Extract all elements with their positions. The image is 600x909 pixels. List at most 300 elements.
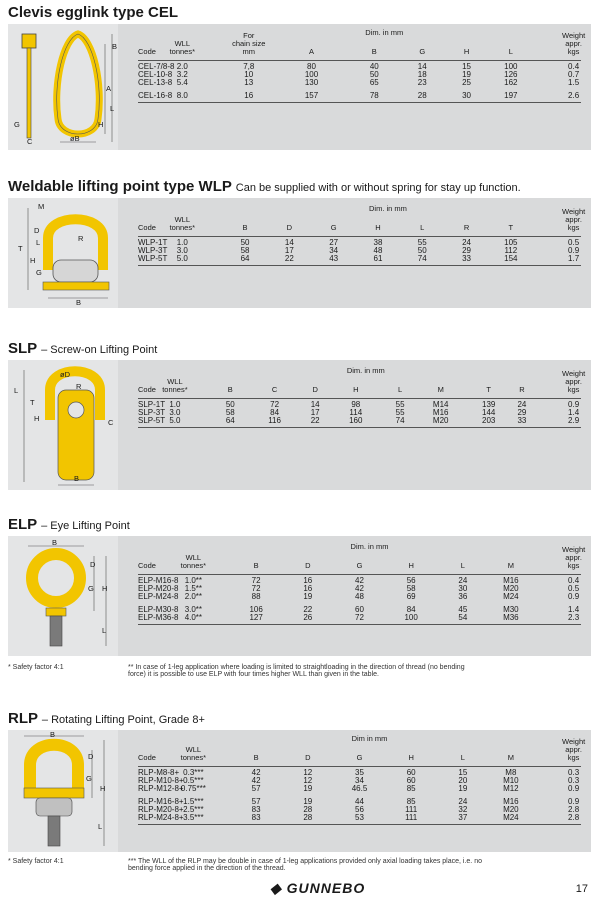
column-header: G [356, 561, 363, 570]
column-header: M [507, 561, 514, 570]
table-cell: 100 [404, 613, 418, 622]
wlp-header-rule [138, 236, 581, 237]
table-cell: RLP-M16-8+ [138, 797, 184, 806]
table-cell: 16 [303, 576, 313, 585]
table-row [138, 592, 581, 601]
table-cell: M24 [503, 813, 519, 822]
column-header: M [507, 753, 514, 762]
slp-dim-caption: Dim. in mm [346, 366, 385, 375]
table-cell: 69 [406, 592, 416, 601]
table-cell: ELP-M30-8 [138, 605, 179, 614]
table-cell: 50 [225, 400, 235, 409]
table-cell: 55 [417, 238, 427, 247]
table-cell: M16 [432, 408, 449, 417]
table-cell: 26 [303, 613, 313, 622]
elp-dim-l: L [102, 626, 107, 635]
slp-title: SLP – Screw-on Lifting Point [8, 340, 158, 357]
column-header: A [308, 47, 314, 56]
table-row [138, 613, 581, 622]
column-header: B [253, 561, 259, 570]
cel-title: Clevis egglink type CEL [8, 4, 179, 21]
table-cell: CEL-13-8 [138, 78, 173, 87]
table-cell: 16 [244, 91, 254, 100]
table-cell: 5.0 [169, 416, 181, 425]
column-header: H [408, 561, 414, 570]
table-cell: 60 [406, 768, 416, 777]
table-cell: 14 [310, 400, 320, 409]
table-cell: M20 [432, 416, 449, 425]
table-cell: 203 [482, 416, 496, 425]
wlp-dim-m: M [38, 202, 45, 211]
table-cell: 50 [369, 70, 379, 79]
table-cell: 24 [458, 576, 468, 585]
column-header: Weight appr. kgs [562, 207, 586, 232]
table-cell: 2.8 [568, 813, 580, 822]
column-header: L [398, 385, 403, 394]
slp-panel [8, 360, 591, 490]
table-cell: 112 [504, 246, 518, 255]
table-cell: 57 [251, 784, 261, 793]
table-cell: 56 [355, 805, 364, 814]
table-cell: M16 [503, 576, 519, 585]
table-cell: 0.9 [568, 400, 580, 409]
table-cell: 35 [355, 768, 364, 777]
column-header: C [271, 385, 278, 394]
column-header: B [253, 753, 259, 762]
table-cell: 157 [304, 91, 319, 100]
cel-panel [8, 24, 591, 150]
wlp-dim-h: H [30, 256, 36, 265]
slp-dim-od: øD [60, 370, 70, 379]
table-cell: 116 [268, 416, 281, 425]
cel-dim-caption: Dim. in mm [365, 28, 404, 37]
table-cell: 154 [504, 254, 518, 263]
table-cell: 46.5 [351, 784, 368, 793]
column-header: B [242, 223, 248, 232]
table-cell: 80 [307, 62, 316, 71]
table-cell: 3.0 [169, 408, 181, 417]
column-header: Code [138, 47, 156, 56]
table-cell: 27 [329, 238, 339, 247]
table-cell: 83 [251, 805, 261, 814]
table-cell: M10 [503, 776, 519, 785]
column-header: Weight appr. kgs [562, 545, 586, 570]
table-cell: 48 [373, 246, 383, 255]
table-cell: 64 [225, 416, 235, 425]
column-header: G [330, 223, 337, 232]
rlp-safety-note: * Safety factor 4:1 [8, 858, 64, 865]
table-cell: 3.2 [176, 70, 188, 79]
table-cell: 45 [458, 605, 468, 614]
table-cell: 29 [462, 246, 471, 255]
rlp-dim-caption: Dim in mm [351, 734, 388, 743]
table-cell: 0.3 [568, 768, 580, 777]
table-cell: 36 [458, 592, 468, 601]
table-cell: 4.0** [184, 613, 203, 622]
table-cell: 57 [251, 797, 261, 806]
column-header: H [463, 47, 470, 56]
column-header: D [305, 753, 311, 762]
elp-footnote: ** In case of 1-leg application where loading is limited to straightloading in the direction of thread (no bending force) it is possible to use ELP with four times higher WLL than given in the table. [128, 664, 465, 678]
wlp-diagram [8, 198, 118, 308]
cel-dim-a: A [106, 84, 112, 93]
elp-header-rule [138, 574, 581, 575]
column-header: For chain size mm [232, 31, 266, 56]
table-cell: 13 [244, 78, 254, 87]
table-cell: 34 [329, 246, 339, 255]
table-cell: 0.3 [568, 776, 580, 785]
table-cell: 56 [406, 576, 416, 585]
table-cell: M20 [503, 584, 519, 593]
table-cell: 0.5 [568, 584, 580, 593]
table-cell: 43 [329, 254, 339, 263]
table-cell: 0.5*** [183, 776, 204, 785]
rlp-dim-b: B [50, 730, 56, 739]
elp-diagram [8, 536, 118, 656]
table-cell: 22 [310, 416, 320, 425]
rlp-dim-g: G [86, 774, 92, 783]
column-header: D [305, 561, 311, 570]
table-cell: 34 [355, 776, 364, 785]
table-cell: 28 [303, 805, 313, 814]
table-cell: 64 [240, 254, 250, 263]
cel-dim-l: L [110, 104, 115, 113]
table-cell: 8.0 [176, 91, 188, 100]
table-cell: 1.7 [568, 254, 580, 263]
table-cell: 78 [369, 91, 379, 100]
table-cell: RLP-M24-8+ [138, 813, 184, 822]
elp-safety-note: * Safety factor 4:1 [8, 664, 64, 671]
table-cell: 3.0** [184, 605, 203, 614]
table-cell: 84 [270, 408, 280, 417]
table-cell: 37 [458, 813, 468, 822]
table-cell: 17 [310, 408, 320, 417]
table-cell: 48 [355, 592, 364, 601]
slp-header-rule [138, 398, 581, 399]
table-cell: M36 [503, 613, 519, 622]
table-cell: M14 [432, 400, 449, 409]
table-cell: 83 [251, 813, 261, 822]
elp-panel [8, 536, 591, 656]
table-cell: M24 [503, 592, 519, 601]
table-cell: 58 [240, 246, 250, 255]
table-cell: 33 [462, 254, 471, 263]
table-cell: 30 [462, 91, 471, 100]
column-header: Weight appr. kgs [562, 369, 586, 394]
table-cell: 58 [406, 584, 416, 593]
table-cell: 100 [304, 70, 319, 79]
table-cell: 30 [458, 584, 468, 593]
table-cell: M30 [503, 605, 519, 614]
table-cell: 126 [504, 70, 518, 79]
table-cell: SLP-3T [138, 408, 166, 417]
slp-dim-r: R [76, 382, 82, 391]
table-cell: 42 [355, 576, 364, 585]
column-header: D [286, 223, 293, 232]
table-cell: 24 [462, 238, 471, 247]
table-cell: 5.4 [176, 78, 188, 87]
table-cell: 50 [240, 238, 250, 247]
table-cell: 85 [406, 784, 416, 793]
table-cell: 0.3*** [183, 768, 204, 777]
table-cell: 72 [355, 613, 364, 622]
table-cell: 114 [349, 408, 363, 417]
cel-diagram [8, 24, 118, 150]
table-row [138, 416, 581, 425]
table-cell: 10 [244, 70, 254, 79]
table-cell: M12 [503, 784, 519, 793]
slp-dim-t: T [30, 398, 35, 407]
table-cell: 12 [303, 776, 313, 785]
table-cell: 111 [405, 813, 418, 822]
elp-dim-d: D [90, 560, 96, 569]
column-header: T [508, 223, 514, 232]
table-cell: 15 [458, 768, 468, 777]
table-cell: 14 [284, 238, 294, 247]
table-cell: 15 [462, 62, 471, 71]
table-cell: RLP-M10-8+ [138, 776, 184, 785]
table-cell: 1.0** [184, 576, 203, 585]
table-cell: 2.0** [184, 592, 203, 601]
table-cell: 0.9 [568, 784, 580, 793]
cel-dim-h: H [98, 120, 104, 129]
column-header: G [356, 753, 363, 762]
table-cell: 1.4 [568, 605, 580, 614]
table-cell: 32 [458, 805, 468, 814]
table-cell: 0.75*** [180, 784, 206, 793]
page-number: 17 [575, 883, 588, 895]
table-cell: 42 [251, 768, 261, 777]
column-header: Code [138, 753, 156, 762]
table-cell: SLP-1T [138, 400, 166, 409]
column-header: H [353, 385, 359, 394]
table-cell: 130 [304, 78, 319, 87]
table-cell: 33 [517, 416, 527, 425]
table-cell: 28 [303, 813, 313, 822]
table-cell: 0.9 [568, 592, 580, 601]
table-cell: 1.0 [176, 238, 188, 247]
slp-diagram [8, 360, 118, 490]
table-cell: 60 [406, 776, 416, 785]
table-cell: CEL-10-8 [138, 70, 173, 79]
column-header: B [371, 47, 377, 56]
table-cell: 23 [417, 78, 427, 87]
column-header: D [312, 385, 318, 394]
slp-dim-c: C [108, 418, 114, 427]
column-header: WLL tonnes* [180, 745, 207, 762]
table-cell: 0.9 [568, 797, 580, 806]
slp-dim-l: L [14, 386, 19, 395]
table-cell: 100 [504, 62, 518, 71]
wlp-dim-g: G [36, 268, 42, 277]
table-cell: RLP-M20-8+ [138, 805, 184, 814]
rlp-diagram [8, 730, 118, 852]
elp-bottom-rule [138, 624, 581, 625]
table-cell: WLP-5T [138, 254, 168, 263]
table-cell: 14 [417, 62, 427, 71]
table-cell: SLP-5T [138, 416, 166, 425]
cel-table [138, 28, 586, 148]
table-cell: M16 [503, 797, 519, 806]
table-cell: 12 [303, 768, 313, 777]
cel-dim-b: B [112, 42, 118, 51]
table-cell: 1.5*** [183, 797, 204, 806]
table-cell: 24 [517, 400, 527, 409]
table-cell: 144 [482, 408, 496, 417]
table-cell: 18 [417, 70, 427, 79]
column-header: L [508, 47, 513, 56]
table-cell: 105 [504, 238, 518, 247]
table-cell: 72 [251, 576, 261, 585]
column-header: R [463, 223, 470, 232]
cel-dim-c: C [27, 137, 33, 146]
table-row [138, 784, 581, 793]
table-cell: 106 [249, 605, 263, 614]
table-cell: 19 [458, 784, 468, 793]
table-cell: 2.9 [568, 416, 580, 425]
elp-table [138, 542, 586, 652]
table-cell: RLP-M8-8+ [138, 768, 180, 777]
slp-dim-b: B [74, 474, 80, 483]
cel-header-rule [138, 60, 581, 61]
table-cell: 61 [373, 254, 383, 263]
wlp-dim-b: B [76, 298, 82, 307]
column-header: L [460, 753, 465, 762]
table-cell: 1.4 [568, 408, 580, 417]
column-header: M [437, 385, 444, 394]
slp-bottom-rule [138, 427, 581, 428]
column-header: H [408, 753, 414, 762]
wlp-dim-t: T [18, 244, 23, 253]
table-cell: 2.6 [568, 91, 580, 100]
column-header: WLL tonnes* [180, 553, 207, 570]
rlp-header-rule [138, 766, 581, 767]
table-cell: 38 [373, 238, 383, 247]
table-cell: 17 [284, 246, 294, 255]
table-cell: 1.5** [184, 584, 203, 593]
rlp-footnote: *** The WLL of the RLP may be double in case of 1-leg applications provided only axial loading takes place, i.e. no bending force applied in the direction of the thread. [128, 858, 482, 872]
slp-dim-h: H [34, 414, 40, 423]
table-cell: 24 [458, 797, 468, 806]
table-cell: CEL-7/8-8 [138, 62, 175, 71]
column-header: R [519, 385, 525, 394]
table-cell: 5.0 [176, 254, 188, 263]
table-cell: 42 [355, 584, 364, 593]
table-cell: WLP-3T [138, 246, 168, 255]
table-cell: 65 [369, 78, 379, 87]
column-header: H [375, 223, 381, 232]
column-header: Code [138, 561, 156, 570]
table-cell: RLP-M12-8+ [138, 784, 184, 793]
table-cell: 0.5 [568, 238, 580, 247]
table-cell: ELP-M20-8 [138, 584, 179, 593]
table-cell: 54 [458, 613, 468, 622]
wlp-table [138, 204, 586, 304]
rlp-dim-h: H [100, 784, 106, 793]
rlp-dim-l: L [98, 822, 103, 831]
table-cell: 22 [303, 605, 313, 614]
wlp-title: Weldable lifting point type WLP Can be supplied with or without spring for stay up function. [8, 178, 521, 195]
column-header: WLL tonnes* [169, 215, 196, 232]
table-cell: WLP-1T [138, 238, 168, 247]
wlp-bottom-rule [138, 265, 581, 266]
table-cell: 160 [349, 416, 363, 425]
table-cell: 55 [395, 400, 405, 409]
table-cell: 72 [270, 400, 280, 409]
table-row [138, 813, 581, 822]
table-cell: 2.5*** [183, 805, 204, 814]
table-cell: 16 [303, 584, 313, 593]
table-cell: 3.0 [176, 246, 188, 255]
table-cell: 44 [355, 797, 364, 806]
table-cell: 85 [406, 797, 416, 806]
cel-bottom-rule [138, 102, 581, 103]
elp-title: ELP – Eye Lifting Point [8, 516, 130, 533]
table-cell: 42 [251, 776, 261, 785]
rlp-dim-d: D [88, 752, 94, 761]
table-cell: 22 [284, 254, 294, 263]
table-cell: 72 [251, 584, 261, 593]
table-cell: M20 [503, 805, 519, 814]
table-cell: 25 [462, 78, 471, 87]
rlp-panel [8, 730, 591, 852]
wlp-panel [8, 198, 591, 308]
elp-dim-g: G [88, 584, 94, 593]
table-cell: 0.9 [568, 246, 580, 255]
table-cell: ELP-M36-8 [138, 613, 179, 622]
table-cell: 2.3 [568, 613, 580, 622]
table-cell: 88 [251, 592, 261, 601]
table-cell: 19 [303, 592, 313, 601]
table-cell: 2.0 [176, 62, 188, 71]
table-cell: 98 [351, 400, 361, 409]
table-cell: 19 [462, 70, 471, 79]
slp-table [138, 366, 586, 486]
column-header: Weight appr. kgs [562, 737, 586, 762]
wlp-dim-caption: Dim. in mm [368, 204, 407, 213]
wlp-dim-d: D [34, 226, 40, 235]
column-header: L [460, 561, 465, 570]
table-cell: ELP-M16-8 [138, 576, 179, 585]
elp-dim-b: B [52, 538, 58, 547]
rlp-table [138, 734, 586, 850]
table-cell: 20 [458, 776, 468, 785]
logo-mark-icon: ◆ [270, 880, 287, 896]
column-header: Code [138, 385, 156, 394]
column-header: WLL tonnes* [169, 39, 196, 56]
table-cell: 7,8 [243, 62, 255, 71]
table-cell: 19 [303, 797, 313, 806]
table-cell: 3.5*** [183, 813, 204, 822]
cel-dim-ob: øB [70, 134, 80, 143]
table-cell: M8 [505, 768, 517, 777]
table-cell: 0.4 [568, 62, 580, 71]
wlp-dim-l: L [36, 238, 41, 247]
rlp-bottom-rule [138, 824, 581, 825]
table-cell: 58 [225, 408, 235, 417]
elp-dim-caption: Dim. in mm [350, 542, 389, 551]
table-cell: 0.7 [568, 70, 580, 79]
table-cell: 55 [395, 408, 405, 417]
wlp-dim-r: R [78, 234, 84, 243]
rlp-title: RLP – Rotating Lifting Point, Grade 8+ [8, 710, 205, 727]
table-cell: 74 [417, 254, 427, 263]
column-header: T [486, 385, 491, 394]
table-cell: 40 [369, 62, 379, 71]
table-cell: ELP-M24-8 [138, 592, 179, 601]
column-header: WLL tonnes* [162, 377, 188, 394]
table-cell: 162 [504, 78, 518, 87]
